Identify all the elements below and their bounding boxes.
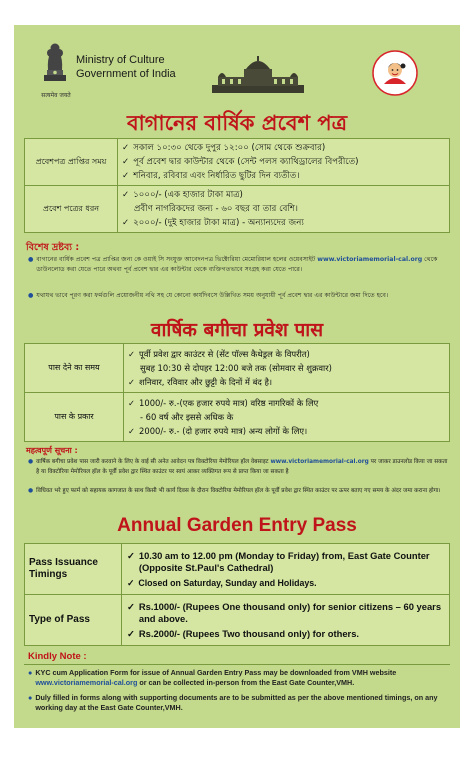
ashoka-emblem-icon [40,37,70,87]
checkmark-icon: ✓ [127,549,135,561]
bengali-note-1: ● বাগানের বার্ষিক প্রবেশ পত্র প্রাপ্তির জন্য কে ওয়াই সি সংযুক্ত আবেদনপত্র ভিক্টোরিয়া মেমোরিয়াল হলের ওয়েবসাইট www.victoriamemorial-cal.org থেকে ডাউনলোড করা যেতে পারে অথবা পূর্ব প্রবেশ দ্বার এর কাউন্টার থেকে ব্যক্তিগতভাবে সংগ্রহ করা যেতে পারে। [28,256,438,273]
row-items [118,139,450,186]
list-item: - 60 वर्ष और इससे अधिक के [140,412,234,422]
row-label: Pass Issuance Timings [25,544,122,595]
website-link[interactable]: www.victoriamemorial-cal.org [317,256,423,263]
checkmark-icon: ✓ [128,349,136,359]
table-row [25,544,450,595]
checkmark-icon: ✓ [122,190,130,200]
bengali-title: বাগানের বার্ষিক প্রবেশ পত্র [126,110,348,135]
list-item: ✓ পূর্ব প্রবেশ দ্বার কাউন্টার থেকে (সেন্ট পলস ক্যাথিড্রালের বিপরীতে) [122,157,359,167]
checkmark-icon: ✓ [127,600,135,612]
hindi-title: वार्षिक बगीचा प्रवेश पास [150,319,324,341]
list-item: ✓ 2000/- रु.- (दो हजार रुपये मात्र) अन्य लोगों के लिए। [128,426,308,436]
row-items [124,393,450,442]
list-item: ✓ ২০০০/- (দুই হাজার টাকা মাত্র) - অন্যান্যদের জন্য [122,218,304,228]
list-item: सुबह 10:30 से दोपहर 12:00 बजे तक (सोमवार से शुक्रवार) [140,363,332,373]
list-item: প্রবীণ নাগরিকদের জন্য - ৬০ বছর বা তার বেশি। [134,204,298,214]
bullet-icon: ● [28,459,34,465]
checkmark-icon: ✓ [127,577,135,588]
row-label: Type of Pass [25,595,122,646]
divider [24,664,450,665]
list-item: ✓ पूर्वी प्रवेश द्वार काउंटर से (सेंट पॉल्स कैथेड्रल के विपरीत) [128,349,310,359]
row-items [118,186,450,233]
bullet-icon: ● [28,693,33,702]
table-row [25,595,450,646]
checkmark-icon: ✓ [128,377,136,387]
list-item: ✓ ১০০০/- (এক হাজার টাকা মাত্র) [122,190,243,200]
list-item: ✓ সকাল ১০:৩০ থেকে দুপুর ১২:০০ (সোম থেকে শুক্রবার) [122,143,326,153]
english-note-2: ● Duly filled in forms along with supporting documents are to be submitted as per the above mentioned timings, on any working day at the East Gate Counter,VMH. [28,693,438,712]
list-item: ✓ शनिवार, रविवार और छुट्टी के दिनों में बंद है। [128,377,273,387]
hindi-note-2: ● विधिवत भरे हुए फार्म को सहायक कागजात के साथ किसी भी कार्य दिवस के दौरान विक्टोरिया मेमोरियल हॉल के पूर्वी प्रवेश द्वार स्थित काउंटर पर ऊपर बताए गए समय के अंदर जमा कराना होगा। [28,487,448,497]
bengali-note-title: বিশেষ দ্রষ্টব্য : [26,242,80,253]
hindi-note-1: ● वार्षिक बगीचा प्रवेश पास जारी करवाने के लिए के वाई सी अनेत आवेदन पत्र विक्टोरिया मेमोरियल हॉल वेबसाइट www.victoriamemorial-cal.org पर जाकर डाउनलोड किया जा सकता है या विक्टोरिया मेमोरियल हॉल के पूर्वी प्रवेश द्वार स्थित काउंटर पर स्वयं आकर व्यक्तिगत रूप से प्राप्त किया जा सकता है [28,459,448,475]
row-items [124,344,450,393]
checkmark-icon: ✓ [128,426,136,436]
bullet-icon: ● [28,488,34,494]
list-item: ✓ 1000/- रु.-(एक हजार रुपये मात्र) वरिष्ठ नागरिकों के लिए [128,398,319,408]
checkmark-icon: ✓ [122,218,130,228]
list-item: ✓ Closed on Saturday, Sunday and Holidays. [127,577,317,588]
row-label: पास के प्रकार [25,393,124,442]
bullet-icon: ● [28,668,33,677]
row-label: প্রবেশপত্র প্রাপ্তির সময় [25,139,118,186]
row-items [122,544,450,595]
bengali-info-table [24,138,450,233]
hindi-note-title: महत्वपूर्ण सूचना : [26,446,78,455]
website-link[interactable]: www.victoriamemorial-cal.org [35,677,138,687]
list-item: ✓ Rs.1000/- (Rupees One thousand only) for senior citizens – 60 years and above. [127,600,442,624]
checkmark-icon: ✓ [122,143,130,153]
list-item: ✓ শনিবার, রবিবার এবং নির্ধারিত ছুটির দিন ব্যতীত। [122,171,300,181]
garden-pass-poster [14,25,460,728]
row-items [122,595,450,646]
poster-header [14,25,460,107]
website-link[interactable]: www.victoriamemorial-cal.org [270,459,369,465]
table-row [25,393,450,442]
bullet-icon: ● [28,256,34,263]
victoria-memorial-icon [208,55,308,95]
list-item: ✓ 10.30 am to 12.00 pm (Monday to Friday) from, East Gate Counter (Opposite St.Paul's Cathedral) [127,549,430,573]
table-row [25,139,450,186]
english-title: Annual Garden Entry Pass [117,515,357,536]
checkmark-icon: ✓ [128,398,136,408]
emblem-caption: सत्यमेव जयते [41,92,71,99]
hindi-info-table [24,343,450,442]
english-note-1: ● KYC cum Application Form for issue of Annual Garden Entry Pass may be downloaded from VMH website www.victoriamemorial-cal.org or can be collected in-person from the East Gate Counter,VMH. [28,668,397,687]
table-row [25,186,450,233]
government-line: Government of India [76,68,176,80]
checkmark-icon: ✓ [127,627,135,639]
bengali-note-2: ● যথাযথ ভাবে পূরণ করা ফর্মগুলি প্রয়োজনীয় নথি সহ যে কোনো কার্যদিবসে উল্লিখিত সময় অনুযায়ী পূর্ব প্রবেশ দ্বার এর কাউন্টারে জমা দিতে হবে। [28,292,389,299]
table-row [25,344,450,393]
english-info-table [24,543,450,646]
english-note-title: Kindly Note : [28,651,87,662]
row-label: প্রবেশ পত্রের ধরন [25,186,118,233]
bullet-icon: ● [28,292,34,299]
ministry-title [76,53,176,81]
checkmark-icon: ✓ [122,157,130,167]
list-item: ✓ Rs.2000/- (Rupees Two thousand only) for others. [127,627,360,639]
girl-mascot-icon [372,50,418,96]
row-label: पास देने का समय [25,344,124,393]
ministry-line: Ministry of Culture [76,54,165,66]
checkmark-icon: ✓ [122,171,130,181]
